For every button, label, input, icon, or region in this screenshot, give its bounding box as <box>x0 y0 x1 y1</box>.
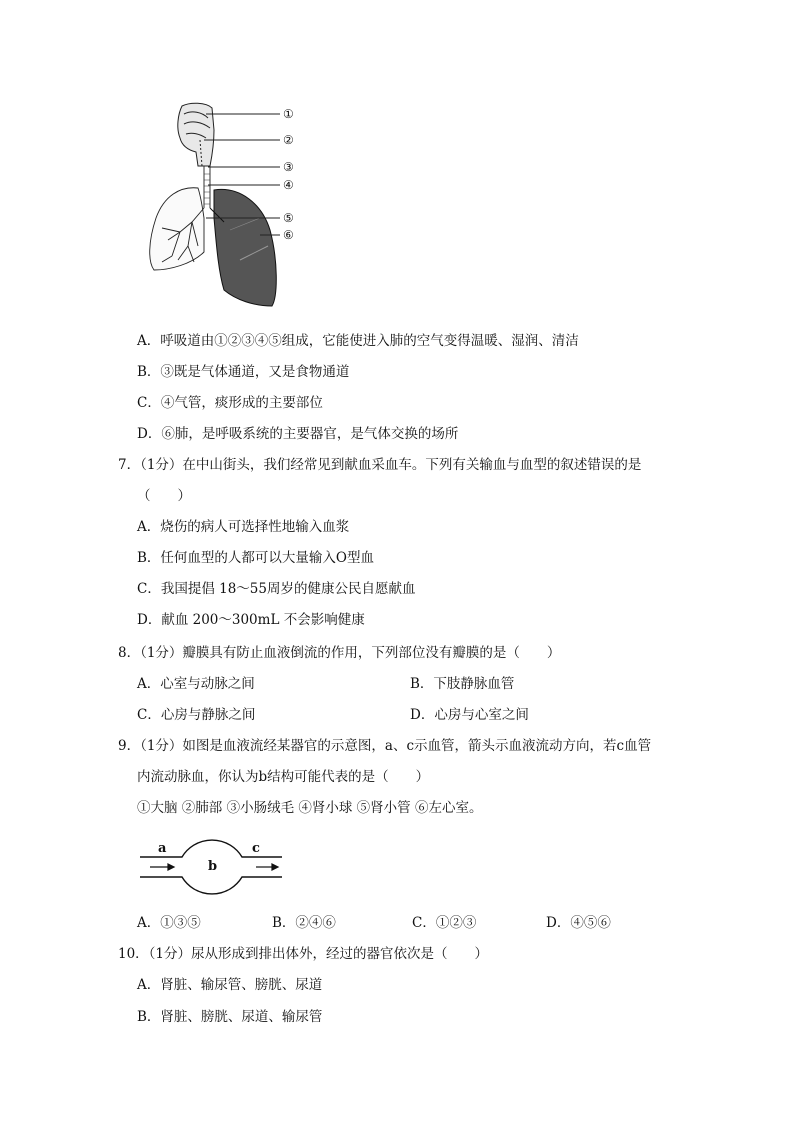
q7-option-a: A．烧伤的病人可选择性地输入血浆 <box>137 519 350 535</box>
head-outline <box>178 103 214 166</box>
organ-b-label: b <box>208 859 218 874</box>
q8-option-a: A．心室与动脉之间 <box>137 676 255 692</box>
left-lung-bronchi <box>150 188 204 270</box>
q7-paren: （ ） <box>137 488 191 504</box>
trachea <box>204 166 210 208</box>
q8-option-d: D．心房与心室之间 <box>410 707 529 723</box>
q7-option-b: B．任何血型的人都可以大量输入O型血 <box>137 550 374 566</box>
vessel-a-label: a <box>158 841 167 856</box>
q10-stem: 10．（1分）尿从形成到排出体外，经过的器官依次是（ ） <box>118 946 489 962</box>
label-2: ② <box>283 133 294 147</box>
q9-option-b: B．②④⑥ <box>272 915 336 931</box>
q6-option-d: D．⑥肺，是呼吸系统的主要器官，是气体交换的场所 <box>137 426 459 442</box>
q8-option-c: C．心房与静脉之间 <box>137 707 256 723</box>
vessel-c-label: c <box>252 841 260 856</box>
right-lung <box>210 189 276 306</box>
q9-choices: ①大脑 ②肺部 ③小肠绒毛 ④肾小球 ⑤肾小管 ⑥左心室。 <box>137 800 483 816</box>
q7-option-d: D．献血 200～300mL 不会影响健康 <box>137 612 365 628</box>
q9-option-a: A．①③⑤ <box>137 915 201 931</box>
q10-option-a: A．肾脏、输尿管、膀胱、尿道 <box>137 977 323 993</box>
label-5: ⑤ <box>283 211 294 225</box>
q7-option-c: C．我国提倡 18～55周岁的健康公民自愿献血 <box>137 581 416 597</box>
q7-stem: 7．（1分）在中山街头，我们经常见到献血采血车。下列有关输血与血型的叙述错误的是 <box>118 457 642 473</box>
label-4: ④ <box>283 178 294 192</box>
q8-stem: 8．（1分）瓣膜具有防止血液倒流的作用，下列部位没有瓣膜的是（ ） <box>118 645 561 661</box>
flow-arrow-left <box>150 864 174 870</box>
q9-stem-line1: 9．（1分）如图是血液流经某器官的示意图，a、c示血管，箭头示血液流动方向，若c血管 <box>118 738 652 754</box>
flow-arrow-right <box>256 864 278 870</box>
label-1: ① <box>283 107 294 121</box>
q9-option-c: C．①②③ <box>412 915 477 931</box>
q8-option-b: B．下肢静脉血管 <box>410 676 515 692</box>
q6-option-b: B．③既是气体通道，又是食物通道 <box>137 364 350 380</box>
q6-option-c: C．④气管，痰形成的主要部位 <box>137 395 323 411</box>
label-6: ⑥ <box>283 228 294 242</box>
q9-stem-line2: 内流动脉血，你认为b结构可能代表的是（ ） <box>137 769 430 785</box>
q9-option-d: D．④⑤⑥ <box>546 915 611 931</box>
q10-option-b: B．肾脏、膀胱、尿道、输尿管 <box>137 1009 323 1025</box>
q6-option-a: A．呼吸道由①②③④⑤组成，它能使进入肺的空气变得温暖、湿润、清洁 <box>137 333 579 349</box>
label-3: ③ <box>283 160 294 174</box>
